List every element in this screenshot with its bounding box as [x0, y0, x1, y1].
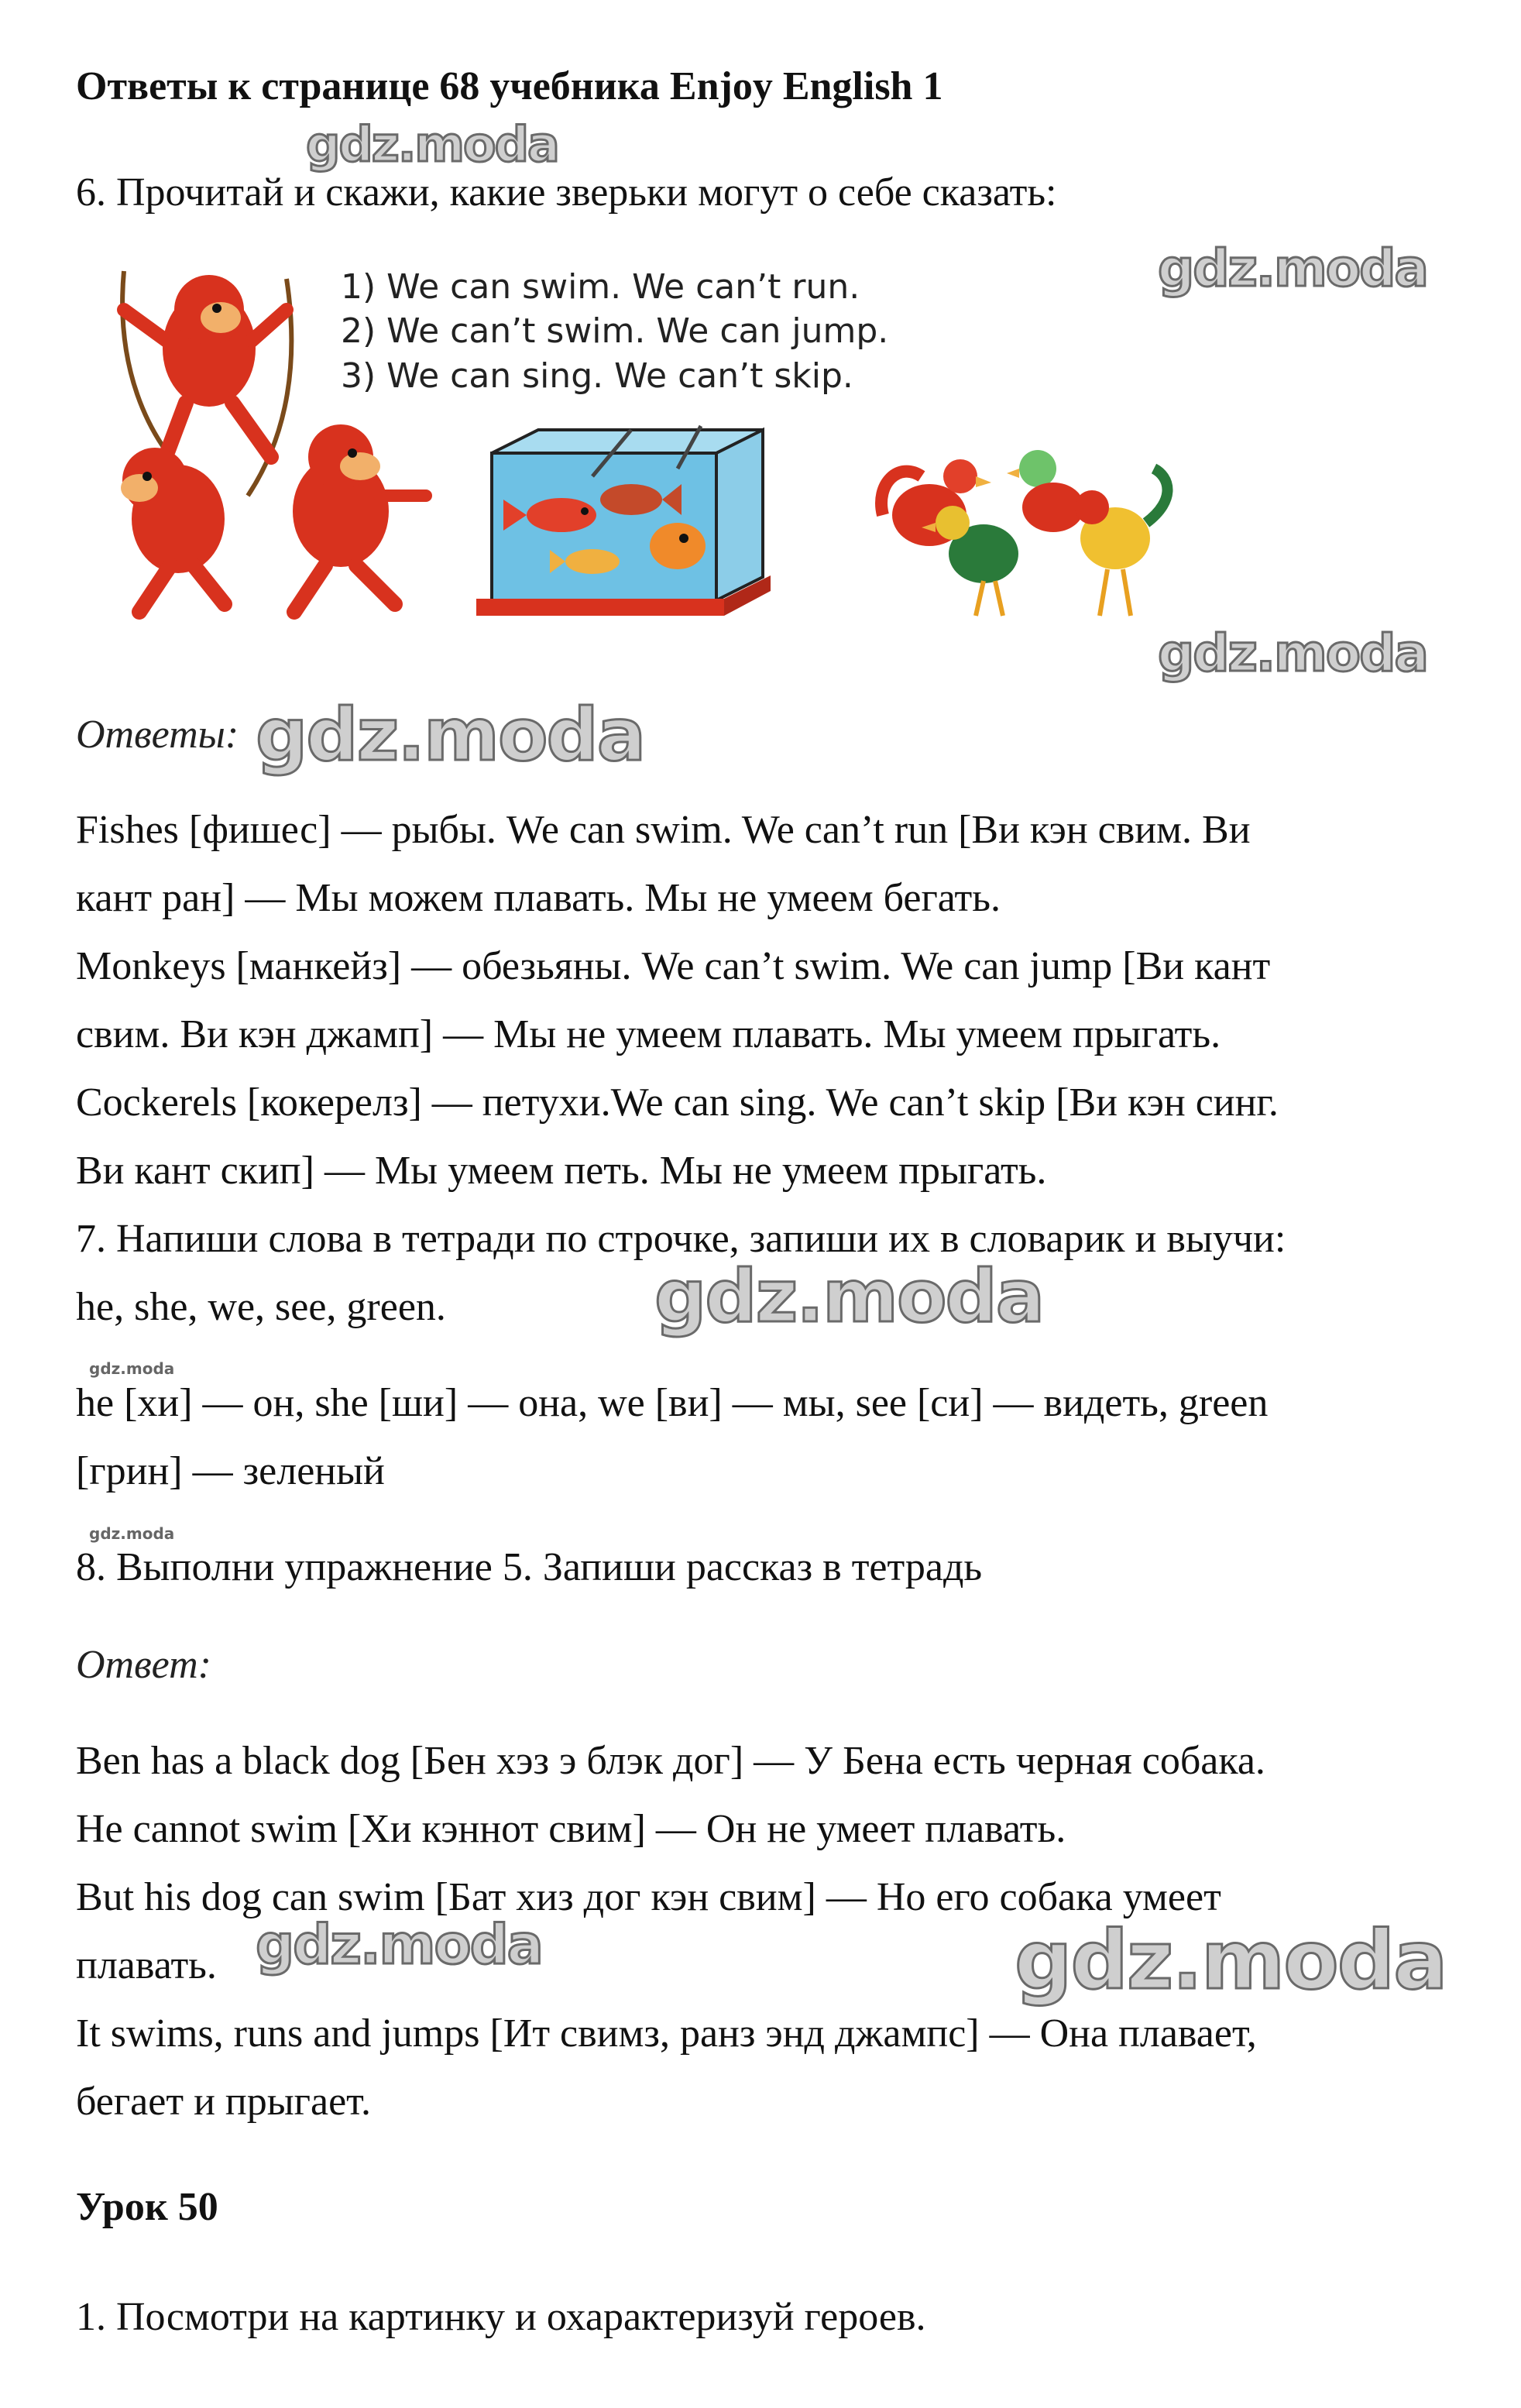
lesson-title: Урок 50 — [76, 2185, 218, 2229]
exercise-line-2: 2) We can’t swim. We can jump. — [341, 311, 889, 351]
task8-answer-line: It swims, runs and jumps [Ит свимз, ранз энд джампс] — Она плавает, — [76, 2011, 1257, 2056]
task6-answer-line: Monkeys [манкейз] — обезьяны. We can’t swim. We can jump [Ви кант — [76, 944, 1271, 988]
task6-answer-line: кант ран] — Мы можем плавать. Мы не умеем бегать. — [76, 876, 1001, 920]
answers-label: Ответы: — [76, 713, 239, 757]
task6-answer-line: свим. Ви кэн джамп] — Мы не умеем плавать. Мы умеем прыгать. — [76, 1012, 1221, 1056]
watermark: gdz.moda — [654, 1255, 1044, 1339]
watermark: gdz.moda — [256, 1913, 542, 1977]
task8-prompt: 8. Выполни упражнение 5. Запиши рассказ в тетрадь — [76, 1545, 983, 1589]
cockerels-illustration — [867, 430, 1177, 631]
task8-answer-line: Ben has a black dog [Бен хэз э блэк дог] — У Бена есть черная собака. — [76, 1739, 1265, 1783]
task8-answer-line: бегает и прыгает. — [76, 2080, 371, 2124]
exercise-line-3: 3) We can sing. We can’t skip. — [341, 356, 853, 396]
watermark-small: gdz.moda — [89, 1524, 175, 1543]
task6-answer-line: Ви кант скип] — Мы умеем петь. Мы не умеем прыгать. — [76, 1149, 1047, 1193]
watermark: gdz.moda — [1015, 1913, 1447, 2008]
task7-answer-line: he [хи] — он, she [ши] — она, we [ви] — мы, see [си] — видеть, green — [76, 1381, 1269, 1425]
task7-answer-line: [грин] — зеленый — [76, 1449, 385, 1493]
task6-answer-line: Fishes [фишес] — рыбы. We can swim. We can’t run [Ви кэн свим. Ви — [76, 808, 1251, 852]
task8-answer-line: He cannot swim [Хи кэннот свим] — Он не умеет плавать. — [76, 1807, 1066, 1851]
page-title: Ответы к странице 68 учебника Enjoy English 1 — [76, 64, 943, 108]
lesson-task1: 1. Посмотри на картинку и охарактеризуй героев. — [76, 2295, 926, 2339]
task7-words: he, she, we, see, green. — [76, 1285, 446, 1329]
task8-answer-line: But his dog can swim [Бат хиз дог кэн свим] — Но его собака умеет — [76, 1875, 1221, 1919]
answer-label: Ответ: — [76, 1643, 211, 1687]
watermark: gdz.moda — [1158, 239, 1427, 298]
fish-tank-illustration — [476, 422, 786, 631]
watermark: gdz.moda — [256, 693, 645, 778]
task8-answer-line: плавать. — [76, 1943, 217, 1987]
watermark: gdz.moda — [306, 116, 558, 173]
exercise-line-1: 1) We can swim. We can’t run. — [341, 267, 860, 307]
task6-prompt: 6. Прочитай и скажи, какие зверьки могут о себе сказать: — [76, 170, 1057, 215]
watermark: gdz.moda — [1158, 623, 1427, 683]
task6-answer-line: Cockerels [кокерелз] — петухи.We can sing. We can’t skip [Ви кэн синг. — [76, 1080, 1279, 1125]
task7-prompt: 7. Напиши слова в тетради по строчке, запиши их в словарик и выучи: — [76, 1217, 1286, 1261]
watermark-small: gdz.moda — [89, 1359, 175, 1378]
monkeys-illustration — [93, 263, 434, 627]
